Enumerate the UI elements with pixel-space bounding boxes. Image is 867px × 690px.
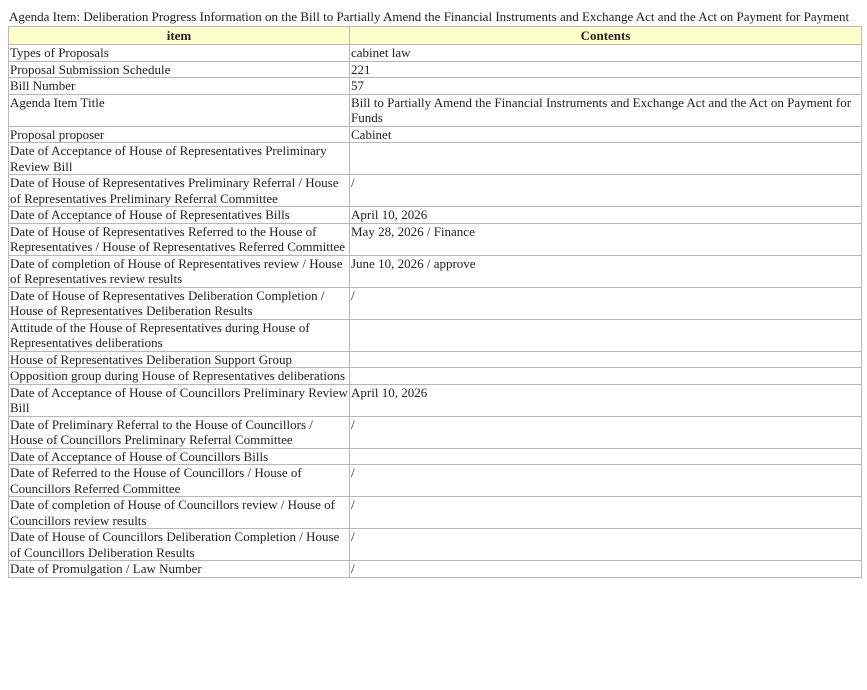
row-label: Date of Acceptance of House of Representatives Preliminary Review Bill [9, 143, 350, 175]
row-value: 57 [350, 78, 862, 95]
table-row [9, 416, 862, 448]
column-header-item: item [9, 27, 350, 45]
row-label: Types of Proposals [9, 45, 350, 62]
table-row [9, 497, 862, 529]
table-row [9, 223, 862, 255]
table-row [9, 351, 862, 368]
table-row [9, 143, 862, 175]
row-label: Date of completion of House of Representatives review / House of Representatives review results [9, 255, 350, 287]
row-value [350, 448, 862, 465]
row-value: / [350, 287, 862, 319]
table-row [9, 465, 862, 497]
table-body [9, 45, 862, 578]
row-label: Agenda Item Title [9, 94, 350, 126]
row-label: Bill Number [9, 78, 350, 95]
row-label: Date of House of Councillors Deliberation Completion / House of Councillors Deliberation Results [9, 529, 350, 561]
row-label: Date of House of Representatives Deliberation Completion / House of Representatives Deliberation Results [9, 287, 350, 319]
row-label: Date of Acceptance of House of Councillors Bills [9, 448, 350, 465]
table-row [9, 45, 862, 62]
row-value [350, 368, 862, 385]
row-value: Bill to Partially Amend the Financial Instruments and Exchange Act and the Act on Payment for Funds [350, 94, 862, 126]
row-label: Date of House of Representatives Preliminary Referral / House of Representatives Preliminary Referral Committee [9, 175, 350, 207]
table-row [9, 287, 862, 319]
table-row [9, 255, 862, 287]
row-value: 221 [350, 61, 862, 78]
table-row [9, 94, 862, 126]
table-header-row [9, 27, 862, 45]
table-row [9, 448, 862, 465]
row-label: Date of Preliminary Referral to the House of Councillors / House of Councillors Preliminary Referral Committee [9, 416, 350, 448]
table-row [9, 78, 862, 95]
row-value: cabinet law [350, 45, 862, 62]
row-value: Cabinet [350, 126, 862, 143]
row-value: / [350, 529, 862, 561]
row-label: Attitude of the House of Representatives during House of Representatives deliberations [9, 319, 350, 351]
row-value [350, 143, 862, 175]
table-row [9, 126, 862, 143]
row-label: Proposal Submission Schedule [9, 61, 350, 78]
row-label: Date of Referred to the House of Councillors / House of Councillors Referred Committee [9, 465, 350, 497]
row-value: June 10, 2026 / approve [350, 255, 862, 287]
column-header-contents: Contents [350, 27, 862, 45]
page-caption: Agenda Item: Deliberation Progress Information on the Bill to Partially Amend the Financial Instruments and Exchange Act and the Act on Payment for Payment [9, 9, 850, 24]
row-value [350, 351, 862, 368]
table-row [9, 61, 862, 78]
row-label: House of Representatives Deliberation Support Group [9, 351, 350, 368]
row-value: / [350, 561, 862, 578]
row-value [350, 319, 862, 351]
row-label: Date of Acceptance of House of Councillors Preliminary Review Bill [10, 384, 348, 415]
table-row [9, 529, 862, 561]
row-value: / [350, 465, 862, 497]
table-row [9, 561, 862, 578]
row-label: Proposal proposer [9, 126, 350, 143]
table-row [9, 319, 862, 351]
row-value: April 10, 2026 [350, 207, 862, 224]
row-value: / [350, 175, 862, 207]
table-row [9, 368, 862, 385]
row-label: Date of Promulgation / Law Number [9, 561, 350, 578]
row-value: / [350, 416, 862, 448]
deliberation-info-table [8, 26, 862, 578]
table-row [9, 175, 862, 207]
row-label: Date of House of Representatives Referred to the House of Representatives / House of Representatives Referred Committee [9, 223, 350, 255]
row-value: April 10, 2026 [350, 384, 862, 416]
row-value: May 28, 2026 / Finance [350, 223, 862, 255]
row-value: / [350, 497, 862, 529]
table-row [9, 384, 862, 416]
row-label: Date of completion of House of Councillors review / House of Councillors review results [9, 497, 350, 529]
row-label: Opposition group during House of Representatives deliberations [9, 368, 350, 385]
row-label: Date of Acceptance of House of Representatives Bills [9, 207, 350, 224]
table-row [9, 207, 862, 224]
